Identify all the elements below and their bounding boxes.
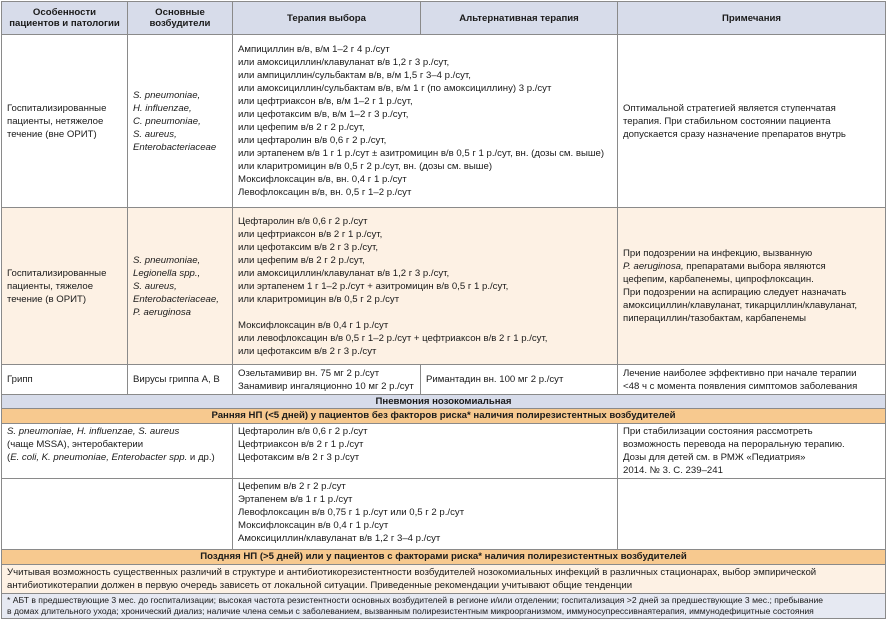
therapy-line: или эртапенем в/в 1 г 1 р./сут ± азитромицин в/в 0,5 г 1 р./сут, вн. (дозы см. выше) — [238, 148, 605, 159]
therapy-line: Эртапенем в/в 1 г 1 р./сут — [238, 494, 353, 505]
section-band-nosocomial — [2, 395, 886, 409]
therapy-cell — [233, 208, 618, 365]
therapy-line: или амоксициллин/клавуланат в/в 1,2 г 3 р./сут, — [238, 57, 450, 68]
pathogens-cell — [2, 479, 233, 550]
pathogen-line — [7, 451, 227, 464]
therapy-line: или левофлоксацин в/в 0,5 г 1–2 р./сут + цефтриаксон в/в 2 г 1 р./сут, — [238, 332, 548, 344]
pathogens-cell — [128, 208, 233, 365]
notes-line: При стабилизации состояния рассмотреть — [623, 426, 813, 437]
notes-line: Лечение наиболее эффективно при начале терапии — [623, 367, 857, 379]
footnote-row — [2, 594, 886, 619]
notes-line: допускается сразу назначение препаратов внутрь — [623, 128, 846, 140]
alternative-cell: Римантадин вн. 100 мг 2 р./сут — [421, 365, 618, 395]
therapy-line: Амоксициллин/клавуланат в/в 1,2 г 3–4 р./сут — [238, 533, 441, 544]
notes-line: терапия. При стабильном состоянии пациента — [623, 115, 831, 127]
therapy-line: Цефтаролин в/в 0,6 г 2 р./сут — [238, 215, 368, 227]
antibiotic-therapy-table — [1, 1, 886, 619]
header-alternative: Альтернативная терапия — [421, 2, 618, 35]
late-note-cell — [2, 565, 886, 594]
pathogen-line: S. pneumoniae, — [133, 89, 201, 101]
therapy-cell — [233, 479, 618, 550]
notes-cell — [618, 365, 886, 395]
notes-line: При подозрении на инфекцию, вызванную — [623, 248, 813, 259]
therapy-line: или кларитромицин в/в 0,5 г 2 р./сут, вн. (дозы см. выше) — [238, 161, 493, 172]
notes-text: препаратами выбора являются — [683, 261, 826, 272]
patients-cell: Госпитализированные пациенты, тяжелое течение (в ОРИТ) — [2, 208, 128, 365]
notes-cell — [618, 208, 886, 365]
header-notes: Примечания — [618, 2, 886, 35]
therapy-cell — [233, 365, 421, 395]
section-title: Пневмония нозокомиальная — [2, 395, 886, 409]
pathogen-line: (чаще MSSA), энтеробактерии — [7, 439, 144, 450]
table-row — [2, 208, 886, 365]
therapy-line: Моксифлоксацин в/в 0,4 г 1 р./сут — [238, 319, 389, 331]
therapy-line: или цефепим в/в 2 г 2 р./сут, — [238, 254, 365, 266]
footnote-line: в домах длительного ухода; хронический диализ; наличие члена семьи с заболеванием, вызванным полирезистентным микроорганизмом, иммуносупрессивнаятерапия, иммунодефицитные состояния — [7, 606, 814, 616]
therapy-line: или цефотаксим в/в 2 г 3 р./сут — [238, 345, 377, 357]
therapy-line: Озельтамивир вн. 75 мг 2 р./сут — [238, 367, 380, 379]
therapy-line: Левофлоксацин в/в 0,75 г 1 р./сут или 0,5 г 2 р./сут — [238, 507, 465, 518]
table-row — [2, 424, 886, 479]
pathogens-cell — [2, 424, 233, 479]
therapy-line: Ампициллин в/в, в/м 1–2 г 4 р./сут — [238, 44, 390, 55]
therapy-line: или кларитромицин в/в 0,5 г 2 р./сут — [238, 293, 400, 305]
patients-cell: Грипп — [2, 365, 128, 395]
therapy-line: или цефотаксим в/в, в/м 1–2 г 3 р./сут, — [238, 109, 409, 120]
therapy-line: Цефотаксим в/в 2 г 3 р./сут — [238, 452, 360, 463]
therapy-line: Левофлоксацин в/в, вн. 0,5 г 1–2 р./сут — [238, 187, 412, 198]
therapy-line: Моксифлоксацин в/в, вн. 0,4 г 1 р./сут — [238, 174, 407, 185]
notes-line: Оптимальной стратегией является ступенчатая — [623, 102, 836, 114]
therapy-line: или амоксициллин/сульбактам в/в, в/м 1 г (по амоксициллину) 3 р./сут — [238, 83, 552, 94]
paren-open: ( — [7, 452, 11, 463]
header-pathogens: Основные возбудители — [128, 2, 233, 35]
paren-close: и др.) — [187, 452, 215, 463]
therapy-line: Цефепим в/в 2 г 2 р./сут — [238, 481, 346, 492]
therapy-line: или цефепим в/в 2 г 2 р./сут, — [238, 122, 365, 133]
pathogen-line: S. pneumoniae, H. influenzae, S. aureus — [7, 426, 180, 437]
notes-organism: P. aeruginosa, — [623, 261, 684, 272]
section-band-late — [2, 550, 886, 565]
pathogen-line: S. aureus, — [133, 280, 177, 292]
section-title: Ранняя НП (<5 дней) у пациентов без факторов риска* наличия полирезистентных возбудителей — [2, 409, 886, 424]
therapy-gap — [238, 306, 612, 319]
header-therapy: Терапия выбора — [233, 2, 421, 35]
pathogen-line: C. pneumoniae, — [133, 115, 201, 127]
section-band-early — [2, 409, 886, 424]
therapy-cell — [233, 424, 618, 479]
therapy-line: Цефтриаксон в/в 2 г 1 р./сут — [238, 439, 364, 450]
therapy-line: Занамивир ингаляционно 10 мг 2 р./сут — [238, 380, 414, 392]
section-title: Поздняя НП (>5 дней) или у пациентов с факторами риска* наличия полирезистентных возбудителей — [2, 550, 886, 565]
therapy-line: или цефотаксим в/в 2 г 3 р./сут, — [238, 241, 379, 253]
pathogen-line: P. aeruginosa — [133, 306, 191, 318]
notes-line: цефепим, карбапенемы, ципрофлоксацин. — [623, 274, 814, 285]
notes-line: пиперациллин/тазобактам, карбапенемы — [623, 313, 807, 324]
notes-line: возможность перевода на пероральную терапию. — [623, 439, 845, 450]
notes-line: 2014. № 3. С. 239–241 — [623, 465, 723, 476]
therapy-line: или цефтриаксон в/в, в/м 1–2 г 1 р./сут, — [238, 96, 413, 107]
pathogen-line: S. aureus, — [133, 128, 177, 140]
notes-line: При подозрении на аспирацию следует назначать — [623, 287, 847, 298]
pathogen-line: S. pneumoniae, — [133, 254, 201, 266]
table-header-row — [2, 2, 886, 35]
footnote-cell — [2, 594, 886, 619]
pathogen-names: E. coli, K. pneumoniae, Enterobacter spp. — [10, 452, 188, 463]
notes-line: Дозы для детей см. в РМЖ «Педиатрия» — [623, 452, 806, 463]
therapy-line: или амоксициллин/клавуланат в/в 1,2 г 3 р./сут, — [238, 267, 450, 279]
therapy-line: Моксифлоксацин в/в 0,4 г 1 р./сут — [238, 520, 389, 531]
notes-line: амоксициллин/клавуланат, тикарциллин/клавуланат, — [623, 300, 858, 311]
pathogens-cell — [128, 35, 233, 208]
therapy-line: или ампициллин/сульбактам в/в, в/м 1,5 г 3–4 р./сут, — [238, 70, 471, 81]
therapy-line: или эртапенем 1 г 1–2 р./сут + азитромицин в/в 0,5 г 1 р./сут, — [238, 280, 509, 292]
pathogen-line: Enterobacteriaceae — [133, 141, 217, 153]
therapy-line: Цефтаролин в/в 0,6 г 2 р./сут — [238, 426, 368, 437]
table-row — [2, 479, 886, 550]
notes-cell — [618, 35, 886, 208]
therapy-line: или цефтриаксон в/в 2 г 1 р./сут, — [238, 228, 383, 240]
pathogen-line: Legionella spp., — [133, 267, 201, 279]
pathogen-line: Enterobacteriaceae, — [133, 293, 219, 305]
therapy-line: или цефтаролин в/в 0,6 г 2 р./сут, — [238, 135, 387, 146]
notes-cell — [618, 479, 886, 550]
header-patients: Особенности пациентов и патологии — [2, 2, 128, 35]
late-note-row — [2, 565, 886, 594]
pathogen-line: H. influenzae, — [133, 102, 192, 114]
pathogens-cell: Вирусы гриппа А, В — [128, 365, 233, 395]
patients-cell: Госпитализированные пациенты, нетяжелое течение (вне ОРИТ) — [2, 35, 128, 208]
notes-cell — [618, 424, 886, 479]
therapy-cell — [233, 35, 618, 208]
notes-line: <48 ч с момента появления симптомов заболевания — [623, 380, 858, 392]
footnote-line: * АБТ в предшествующие 3 мес. до госпитализации; высокая частота резистентности основных возбудителей в регионе и/или отделении; госпитализация >2 дней за предшествующие 3 мес.; пребывание — [7, 595, 824, 605]
notes-line — [623, 260, 880, 273]
table-row — [2, 365, 886, 395]
table-row — [2, 35, 886, 208]
late-note-line: Учитывая возможность существенных различий в структуре и антибиотикорезистентности возбудителей нозокомиальных инфекций в различных стационарах, выбор эмпирической — [7, 567, 817, 578]
late-note-line: антибиотикотерапии должен в первую очередь зависеть от локальной ситуации. Приведенные рекомендации учитывают общие тенденции — [7, 580, 633, 591]
